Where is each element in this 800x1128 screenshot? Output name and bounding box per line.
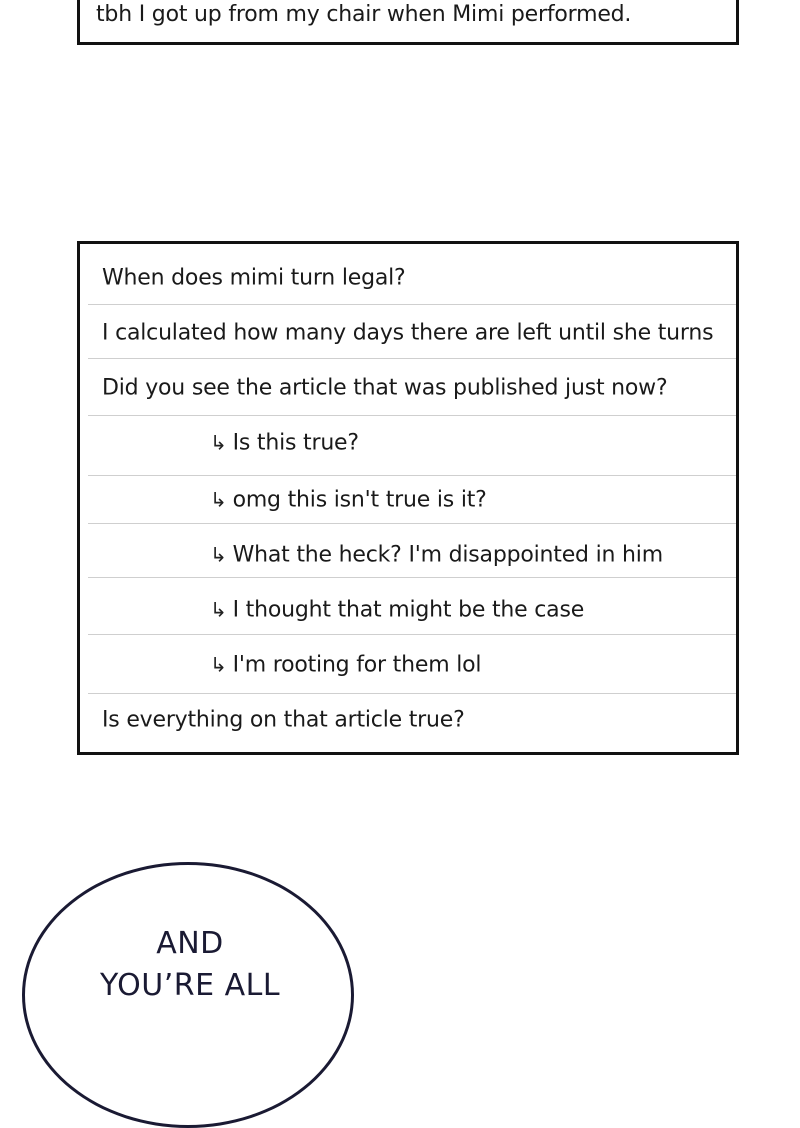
reply-item — [80, 637, 736, 692]
comment-divider — [88, 634, 736, 635]
top-comment-box — [77, 0, 739, 45]
comment-item — [80, 692, 736, 747]
speech-bubble-line-2: YOU’RE ALL — [99, 968, 281, 1003]
reply-arrow-icon: ↳ — [210, 542, 227, 566]
comment-text: Did you see the article that was published just now? — [102, 375, 668, 400]
comment-divider — [88, 577, 736, 578]
reply-item — [80, 527, 736, 582]
comment-text: I calculated how many days there are left until she turns — [102, 320, 714, 345]
reply-arrow-icon: ↳ — [210, 430, 227, 454]
comment-list — [77, 241, 739, 755]
reply-text: What the heck? I'm disappointed in him — [232, 542, 663, 567]
reply-item — [80, 415, 736, 470]
comment-text: When does mimi turn legal? — [102, 265, 406, 290]
reply-arrow-icon: ↳ — [210, 487, 227, 511]
reply-text: omg this isn't true is it? — [232, 487, 487, 512]
reply-text: Is this true? — [232, 430, 359, 455]
reply-item — [80, 472, 736, 527]
speech-bubble-line-1: AND — [156, 926, 224, 961]
reply-text: I'm rooting for them lol — [232, 652, 482, 677]
speech-bubble — [22, 862, 354, 1128]
comment-divider — [88, 358, 736, 359]
reply-arrow-icon: ↳ — [210, 652, 227, 676]
comment-item — [80, 360, 736, 415]
top-comment-text: tbh I got up from my chair when Mimi performed. — [96, 2, 632, 27]
comment-text: Is everything on that article true? — [102, 707, 465, 732]
reply-text: I thought that might be the case — [232, 597, 585, 622]
reply-arrow-icon: ↳ — [210, 597, 227, 621]
comment-divider — [88, 523, 736, 524]
comment-item — [80, 305, 736, 360]
comment-item — [80, 250, 736, 305]
reply-item — [80, 582, 736, 637]
